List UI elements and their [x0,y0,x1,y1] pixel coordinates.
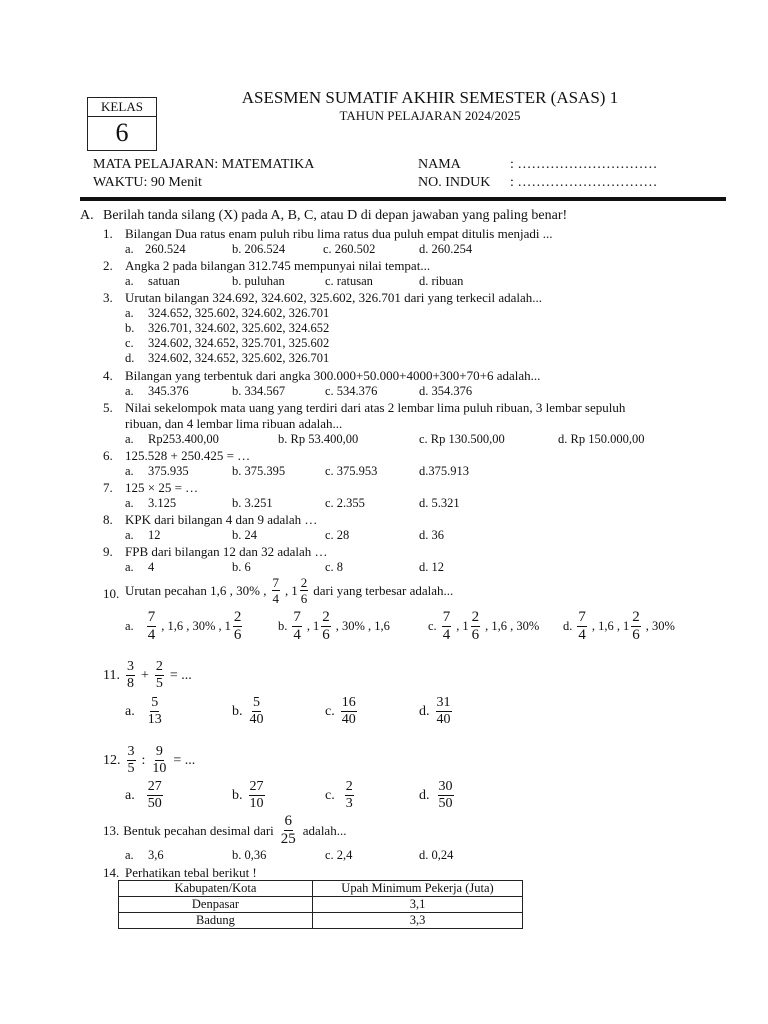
comma: , [285,582,289,598]
option-c[interactable]: c. Rp 130.500,00 [419,432,505,446]
fraction [272,576,281,605]
option-d[interactable] [563,610,675,643]
option-d[interactable]: d. 12 [419,560,444,574]
option-label-a: a. [125,787,135,803]
option-c[interactable] [325,780,356,811]
fraction [577,610,587,643]
numerator: 7 [272,575,280,590]
option-text: , 1,6 , 30% [485,619,540,633]
mixed-number [291,576,310,605]
denominator: 6 [632,627,640,643]
time-line: WAKTU: 90 Menit [93,175,202,190]
denominator: 4 [147,627,156,643]
question-number: 5. [103,400,113,415]
table-row [119,897,523,913]
table-row [119,913,523,929]
option-a[interactable]: 3,6 [148,848,164,862]
option-text: , 1,6 , 30% , [161,619,222,633]
plus-operator: + [140,667,149,683]
option-c[interactable]: 324.602, 324.652, 325.701, 325.602 [148,336,330,350]
division-operator: : [141,752,146,768]
question-text: 125 × 25 = … [125,480,199,495]
option-c[interactable]: c. 28 [325,528,350,542]
option-d[interactable]: d. 260.254 [419,242,473,256]
option-label-c: c. [428,619,437,633]
question-text: KPK dari bilangan 4 dan 9 adalah … [125,512,318,527]
name-label: NAMA [418,157,461,172]
equals: = ... [173,752,196,768]
question-text [103,745,195,776]
section-letter: A. [80,208,94,223]
numerator: 2 [345,779,353,794]
question-number: 4. [103,368,113,383]
question-text [103,814,346,847]
option-label-a[interactable]: a. [125,496,134,510]
table-cell: Badung [119,913,313,929]
student-id-field[interactable]: : ………………………… [510,175,658,190]
option-b[interactable] [278,610,390,643]
option-c[interactable]: c. 8 [325,560,344,574]
fraction [155,660,164,691]
fraction [442,610,452,643]
option-label-b[interactable]: b. [125,321,135,335]
option-label-a[interactable]: a. [125,432,134,446]
option-label-a[interactable]: a. [125,560,134,574]
denominator: 6 [300,591,308,606]
option-a[interactable]: 260.524 [145,242,186,256]
question-text: Angka 2 pada bilangan 312.745 mempunyai nilai tempat... [125,258,431,273]
question-number: 11. [103,667,120,683]
class-box [87,97,157,151]
option-b[interactable]: 326.701, 324.602, 325.602, 324.652 [148,321,330,335]
option-label-a: a. [125,619,134,633]
fraction [127,745,136,776]
subject-line: MATA PELAJARAN: MATEMATIKA [93,157,315,172]
question-number: 1. [103,226,113,241]
whole: 1 [623,619,630,633]
option-b[interactable]: b. 334.567 [232,384,286,398]
numerator: 7 [442,609,451,625]
option-a[interactable]: Rp253.400,00 [148,432,219,446]
question-text-end: adalah... [302,822,347,838]
mixed-number [313,610,333,643]
section-instruction: Berilah tanda silang (X) pada A, B, C, atau D di depan jawaban yang paling benar! [103,208,568,223]
denominator: 6 [233,627,242,643]
option-b[interactable]: b. 375.395 [232,464,286,478]
option-d[interactable]: d. 0,24 [419,848,454,862]
question-text: Bilangan yang terbentuk dari angka 300.000+50.000+4000+300+70+6 adalah... [125,368,541,383]
class-number: 6 [115,118,129,147]
numerator: 2 [300,575,308,590]
option-label-a[interactable]: a. [125,274,134,288]
denominator: 25 [280,831,296,847]
question-text: 125.528 + 250.425 = … [125,448,251,463]
student-id-label: NO. INDUK [418,175,491,190]
numerator: 7 [293,609,301,625]
option-b[interactable]: b. 24 [232,528,257,542]
question-text-end: dari yang terbesar adalah... [313,582,454,598]
comma: , [456,619,460,633]
option-b[interactable] [232,780,267,811]
option-d[interactable]: 324.602, 324.652, 325.602, 326.701 [148,351,330,365]
option-b[interactable]: b. 0,36 [232,848,267,862]
question-number: 8. [103,512,113,527]
fraction [147,610,157,643]
class-label: KELAS [88,98,156,117]
whole: 1 [291,582,298,598]
option-label-d[interactable]: d. [125,351,135,365]
option-c[interactable]: c. 2.355 [325,496,365,510]
header-divider [80,197,726,201]
fraction [471,610,481,643]
question-number: 10. [103,586,120,601]
option-label-d: d. [419,703,430,719]
option-label-a: a. [125,703,135,719]
option-label-a[interactable]: a. [125,848,134,862]
option-b[interactable]: b. 6 [232,560,251,574]
option-d[interactable]: d. Rp 150.000,00 [558,432,645,446]
denominator: 8 [126,676,134,691]
option-d[interactable]: d. 354.376 [419,384,473,398]
option-c[interactable] [428,610,539,643]
denominator: 3 [345,796,353,811]
numerator: 30 [438,779,453,794]
numerator: 2 [322,609,330,625]
denominator: 40 [436,712,451,727]
fraction [249,780,265,811]
option-label-a[interactable]: a. [125,306,134,320]
numerator: 2 [233,609,242,625]
denominator: 40 [249,712,264,727]
option-a[interactable]: 375.935 [148,464,189,478]
option-d[interactable]: d.375.913 [419,464,469,478]
denominator: 4 [293,627,301,643]
question-number: 7. [103,480,113,495]
numerator: 2 [471,609,480,625]
whole: 1 [313,619,320,633]
option-b[interactable] [232,696,267,727]
option-c[interactable]: c. 375.953 [325,464,378,478]
question-number: 14. [103,865,120,880]
denominator: 5 [127,761,135,776]
option-label-d: d. [563,619,573,633]
option-a[interactable] [125,780,165,811]
table-header: Upah Minimum Pekerja (Juta) [313,881,523,897]
option-text: , 30% , 1,6 [335,619,390,633]
comma: , [306,619,310,633]
numerator: 5 [151,695,159,710]
numerator: 5 [253,695,260,710]
fraction [631,610,641,643]
option-d[interactable] [419,780,456,811]
denominator: 50 [438,796,453,811]
numerator: 2 [632,609,640,625]
option-a[interactable]: 4 [148,560,155,574]
option-label-d: d. [419,787,430,803]
question-text [125,576,453,605]
whole: 1 [462,619,469,633]
option-label-b: b. [232,787,243,803]
numerator: 31 [436,695,451,710]
fraction [436,696,452,727]
denominator: 50 [147,796,162,811]
question-text: Perhatikan tebal berikut ! [125,865,257,880]
question-text-line1: Nilai sekelompok mata uang yang terdiri dari atas 2 lembar lima puluh ribuan, 3 lembar sepuluh [125,400,626,415]
fraction [345,780,354,811]
fraction [147,780,163,811]
numerator: 6 [284,813,293,829]
numerator: 2 [155,659,163,674]
option-label-a[interactable]: a. [125,464,134,478]
option-c[interactable]: c. ratusan [325,274,373,288]
question-text: Bilangan Dua ratus enam puluh ribu lima ratus dua puluh empat ditulis menjadi ... [125,226,553,241]
exam-subtitle: TAHUN PELAJARAN 2024/2025 [339,108,521,123]
question-text-start: Bentuk pecahan desimal dari [123,822,274,838]
option-c[interactable]: c. 260.502 [323,242,376,256]
denominator: 13 [147,712,162,727]
option-b[interactable]: b. 206.524 [232,242,286,256]
option-label-b: b. [232,703,243,719]
question-text: Urutan bilangan 324.692, 324.602, 325.602, 326.701 dari yang terkecil adalah... [125,290,542,305]
option-label-c[interactable]: c. [125,336,134,350]
wage-table [118,880,523,929]
option-label-a[interactable]: a. [125,528,134,542]
name-field[interactable]: : ………………………… [510,157,658,172]
question-number: 3. [103,290,113,305]
option-a[interactable]: 12 [148,528,161,542]
option-label-c: c. [325,787,335,803]
table-header-row [119,881,523,897]
numerator: 27 [249,779,264,794]
whole: 1 [224,619,231,633]
numerator: 3 [127,744,135,759]
option-label-a[interactable]: a. [125,384,134,398]
numerator: 27 [147,779,162,794]
option-label-c: c. [325,703,335,719]
question-number: 2. [103,258,113,273]
option-d[interactable]: d. 36 [419,528,444,542]
fraction [233,610,243,643]
fraction [280,814,297,847]
question-number: 13. [103,822,120,838]
fraction [438,780,454,811]
option-label-b: b. [278,619,288,633]
option-b[interactable]: b. Rp 53.400,00 [278,432,359,446]
denominator: 40 [341,712,356,727]
denominator: 10 [249,796,264,811]
mixed-number [623,610,643,643]
option-a[interactable]: 3.125 [148,496,177,510]
table-header: Kabupaten/Kota [119,881,313,897]
question-text-start: Urutan pecahan 1,6 , 30% , [125,582,267,598]
question-text-line2: ribuan, dan 4 lembar lima ribuan adalah... [125,416,343,431]
numerator: 16 [341,695,356,710]
numerator: 9 [155,744,163,759]
option-label-a[interactable]: a. [125,242,134,256]
option-a[interactable]: satuan [148,274,180,288]
table-cell: Denpasar [119,897,313,913]
option-c[interactable]: c. 534.376 [325,384,378,398]
denominator: 4 [442,627,451,643]
denominator: 10 [152,761,167,776]
table-cell: 3,1 [313,897,523,913]
numerator: 7 [147,609,156,625]
option-a[interactable] [125,696,165,727]
exam-title: ASESMEN SUMATIF AKHIR SEMESTER (ASAS) 1 [241,88,619,107]
option-a[interactable]: 324.652, 325.602, 324.602, 326.701 [148,306,330,320]
numerator: 7 [578,609,586,625]
option-c[interactable]: c. 2,4 [325,848,353,862]
fraction [126,660,135,691]
fraction [292,610,302,643]
denominator: 5 [155,676,163,691]
equals: = ... [169,667,192,683]
denominator: 4 [578,627,586,643]
denominator: 6 [322,627,330,643]
denominator: 6 [471,627,480,643]
option-text-end: , 30% [645,619,675,633]
option-text: , 1,6 , [591,619,620,633]
question-text: FPB dari bilangan 12 dan 32 adalah … [125,544,328,559]
option-d[interactable]: d. 5.321 [419,496,460,510]
mixed-number [225,610,245,643]
option-c[interactable] [325,696,359,727]
option-d[interactable]: d. ribuan [419,274,464,288]
question-text [103,660,192,691]
option-a[interactable] [125,610,244,643]
fraction [147,696,163,727]
option-d[interactable] [419,696,454,727]
fraction [321,610,331,643]
fraction [151,745,167,776]
question-number: 9. [103,544,113,559]
option-b[interactable]: b. puluhan [232,274,285,288]
table-cell: 3,3 [313,913,523,929]
question-number: 12. [103,752,121,768]
fraction [300,576,309,605]
numerator: 3 [126,659,134,674]
option-a[interactable]: 345.376 [148,384,189,398]
denominator: 4 [272,591,280,606]
fraction [249,696,265,727]
mixed-number [462,610,482,643]
fraction [341,696,357,727]
option-b[interactable]: b. 3.251 [232,496,273,510]
question-number: 6. [103,448,113,463]
